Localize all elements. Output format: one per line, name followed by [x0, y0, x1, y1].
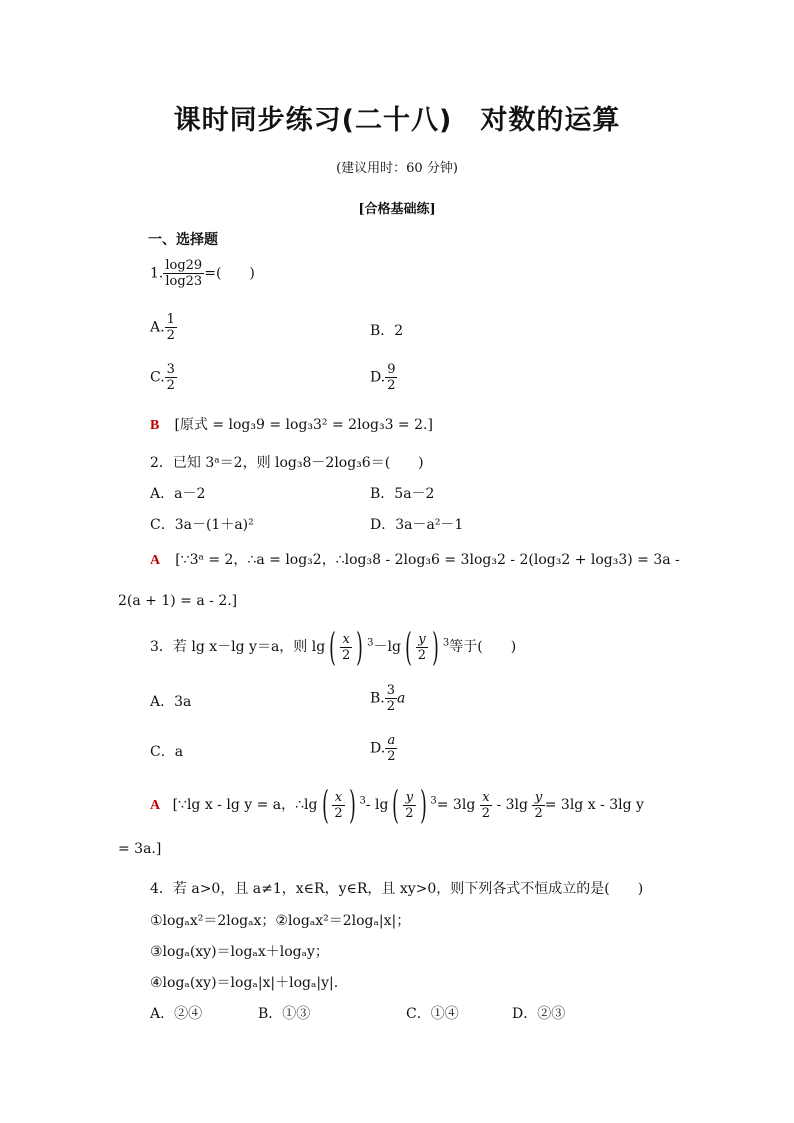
q3-cube-b: 3	[442, 637, 450, 649]
q3-exp-mid: - lg	[365, 797, 389, 813]
q1-option-b: B．2	[370, 323, 404, 339]
q1-option-a	[150, 312, 177, 343]
q1-a-num: 1	[166, 312, 175, 327]
q3-b-label: B.	[370, 690, 385, 707]
q3-stem-pre: 3．若 lg x－lg y＝a，则 lg	[150, 639, 326, 655]
q3-exp-x: x	[334, 789, 343, 805]
level-label: [合格基础练]	[358, 202, 436, 217]
question-3-stem: 3．若 lg x－lg y＝a，则 lg ( $\frac{x}{2}$ ) $^3$－lg ( $\frac{y}{2}$ ) $^3$等于( )	[150, 625, 517, 669]
q3-exp-two-c: 2	[481, 805, 491, 821]
q3-exp-tail: = 3lg x - 3lg y	[544, 797, 644, 813]
q1-c-den: 2	[166, 378, 175, 393]
question-1-stem	[150, 258, 255, 289]
q1-a-label: A.	[150, 319, 165, 336]
section-heading: 一、选择题	[148, 232, 218, 248]
q1-d-den: 2	[387, 378, 396, 393]
q1-explanation: [原式 = log₃9 = log₃3² = 2log₃3 = 2.]	[174, 417, 433, 433]
q4-statement-1-2: ①logₐx²＝2logₐx；②logₐx²＝2logₐ|x|；	[150, 913, 411, 929]
q3-exp-two-b: 2	[405, 805, 414, 821]
q3-b-den: 2	[386, 699, 396, 714]
q3-option-a: A．3a	[150, 694, 192, 710]
q1-answer-line	[150, 414, 433, 434]
q3-exp-eq: = 3lg	[436, 797, 476, 813]
q2-explanation-2: 2(a + 1) = a - 2.]	[118, 593, 238, 609]
q4-option-d: D．②③	[512, 1006, 566, 1022]
question-4-stem: 4．若 a>0，且 a≠1，x∈R，y∈R，且 xy>0，则下列各式不恒成立的是( )	[150, 881, 644, 897]
q1-option-c	[150, 362, 177, 393]
q3-x: x	[342, 631, 350, 647]
q3-option-b	[370, 683, 405, 714]
q3-exp-two-d: 2	[534, 805, 543, 821]
question-2-stem: 2．已知 3ᵃ＝2，则 log₃8－2log₃6＝( )	[150, 455, 424, 471]
q3-option-d	[370, 733, 397, 764]
q1-frac-num: log29	[165, 258, 203, 273]
q3-tail: 等于( )	[449, 639, 517, 655]
q2-answer-line	[150, 549, 680, 569]
q1-frac-den: log23	[165, 274, 203, 289]
q3-d-den: 2	[387, 749, 396, 764]
q3-explanation-2: = 3a.]	[118, 841, 162, 857]
q1-d-label: D.	[370, 369, 386, 386]
q3-two-a: 2	[342, 647, 351, 663]
q4-option-a: A．②④	[150, 1006, 203, 1022]
q1-a-den: 2	[166, 328, 175, 343]
page-title: 课时同步练习(二十八) 对数的运算	[173, 105, 621, 136]
q3-exp-cube-a: 3	[359, 795, 366, 807]
q3-answer: A	[150, 798, 161, 813]
q4-option-b: B．①③	[258, 1006, 311, 1022]
suggested-time: (建议用时：60 分钟)	[336, 161, 458, 176]
q3-exp-two-a: 2	[334, 805, 343, 821]
q3-mid: －lg	[373, 639, 401, 655]
q4-option-c: C．①④	[406, 1006, 459, 1022]
q1-answer: B	[150, 418, 160, 433]
q4-statement-3: ③logₐ(xy)＝logₐx＋logₐy；	[150, 944, 329, 960]
q1-fraction	[163, 258, 204, 289]
q3-exp-pre: [∵lg x - lg y = a，∴lg	[172, 797, 318, 813]
q2-explanation-1: [∵3ᵃ = 2，∴a = log₃2，∴log₃8 - 2log₃6 = 3log₃2 - 2(log₃2 + log₃3) = 3a -	[175, 552, 680, 568]
q1-c-num: 3	[166, 362, 175, 377]
q3-y: y	[418, 631, 426, 647]
q3-exp-cube-b: 3	[430, 795, 437, 807]
q3-cube-a: 3	[367, 637, 374, 649]
q3-b-num: 3	[386, 683, 396, 698]
q2-option-d: D．3a－a²－1	[370, 517, 464, 533]
q3-d-label: D.	[370, 740, 386, 757]
q3-option-c: C．a	[150, 744, 184, 760]
q1-number: 1.	[150, 265, 164, 282]
q3-exp-x2: x	[482, 789, 490, 805]
q2-option-b: B．5a－2	[370, 486, 435, 502]
q3-b-tail: a	[397, 690, 406, 707]
q3-exp-y: y	[405, 789, 414, 805]
q1-option-d	[370, 362, 397, 393]
q1-d-num: 9	[387, 362, 396, 377]
q4-statement-4: ④logₐ(xy)＝logₐ|x|＋logₐ|y|.	[150, 975, 339, 991]
q3-exp-y2: y	[534, 789, 543, 805]
q1-c-label: C.	[150, 369, 165, 386]
q2-option-c: C．3a－(1＋a)²	[150, 517, 254, 533]
q3-d-num: a	[387, 733, 396, 748]
q3-exp-minus: - 3lg	[496, 797, 528, 813]
q1-tail: =( )	[204, 265, 255, 282]
q2-option-a: A．a－2	[150, 486, 206, 502]
q2-answer: A	[150, 553, 161, 568]
q3-two-b: 2	[417, 647, 427, 663]
q3-answer-line: A [∵lg x - lg y = a，∴lg ( $\frac{x}{2}$ ) $^3$- lg ( $\frac{y}{2}$ ) $^3$= 3lg $\frac{x}{2}$ - 3lg $\frac{y}{2}$ = 3lg x - 3lg y	[150, 783, 644, 827]
